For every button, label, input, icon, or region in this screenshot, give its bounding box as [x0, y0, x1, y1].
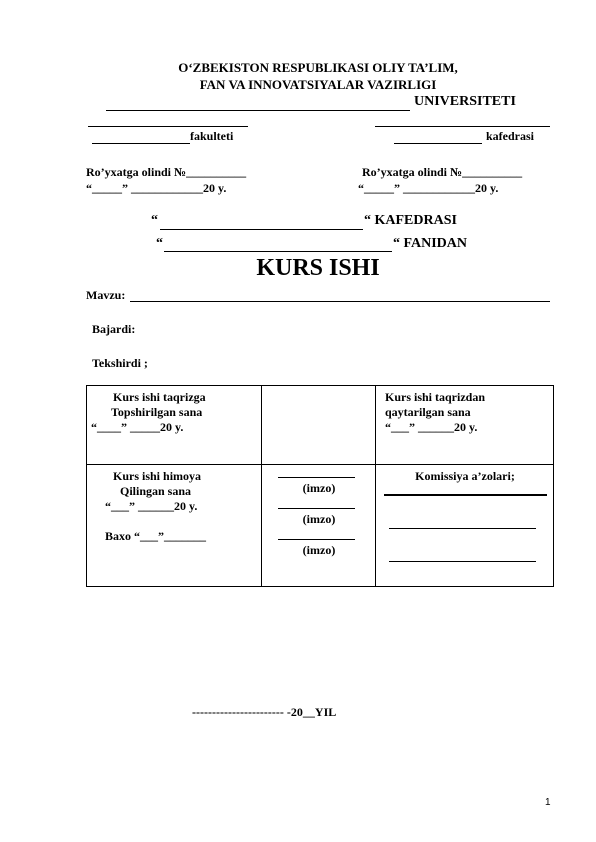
signature-caption-3: (imzo)	[302, 543, 336, 557]
returned-line-1: Kurs ishi taqrizdan	[385, 390, 486, 404]
signature-line-2	[278, 508, 355, 509]
submitted-line-1: Kurs ishi taqrizga	[113, 390, 206, 404]
defended-line-2: Qilingan sana	[120, 484, 192, 498]
signature-caption-1: (imzo)	[302, 481, 336, 495]
registration-right-date: “_____” ____________20 y.	[358, 181, 499, 195]
ministry-line-1: O‘ZBEKISTON RESPUBLIKASI OLIY TA’LIM,	[178, 60, 458, 75]
registration-left-label: Ro’yxatga olindi №__________	[86, 165, 247, 179]
returned-date: “___” ______20 y.	[385, 420, 478, 434]
department-label: kafedrasi	[486, 129, 534, 143]
grade-line: Baxo “___”_______	[105, 529, 207, 543]
registration-left-date: “_____” ____________20 y.	[86, 181, 227, 195]
ministry-line-2: FAN VA INNOVATSIYALAR VAZIRLIGI	[199, 77, 437, 92]
returned-from-review-cell	[376, 386, 554, 465]
department-name-blank	[394, 143, 482, 144]
page-title: KURS ISHI	[256, 255, 380, 281]
topic-blank	[130, 301, 550, 302]
page-number: 1	[545, 797, 551, 808]
submitted-for-review-cell	[87, 386, 262, 465]
commission-label: Komissiya a’zolari;	[415, 469, 515, 483]
returned-line-2: qaytarilgan sana	[385, 405, 471, 419]
spacer-line	[87, 514, 261, 529]
commission-member-line-1	[384, 494, 547, 496]
defended-line-1: Kurs ishi himoya	[113, 469, 202, 483]
commission-member-line-3	[389, 561, 536, 562]
defended-date: “___” ______20 y.	[105, 499, 198, 513]
department-blank-upper	[375, 126, 550, 127]
commission-member-line-2	[389, 528, 536, 529]
review-table	[86, 385, 554, 587]
department-suffix: “ KAFEDRASI	[364, 213, 457, 228]
subject-open-quote: “	[156, 236, 163, 251]
faculty-name-blank	[92, 143, 190, 144]
footer-year: ----------------------- -20__YIL	[192, 705, 337, 719]
faculty-blank-upper	[88, 126, 248, 127]
signature-line-3	[278, 539, 355, 540]
signature-line-1	[278, 477, 355, 478]
topic-label: Mavzu:	[86, 288, 126, 302]
university-name-blank	[106, 110, 410, 111]
submitted-line-2: Topshirilgan sana	[111, 405, 203, 419]
department-blank	[160, 229, 363, 230]
empty-cell	[262, 386, 376, 465]
checked-by-label: Tekshirdi ;	[92, 356, 148, 370]
registration-right-label: Ro’yxatga olindi №__________	[362, 165, 523, 179]
performed-by-label: Bajardi:	[92, 322, 136, 336]
submitted-date: “____” _____20 y.	[91, 420, 184, 434]
department-open-quote: “	[151, 213, 158, 228]
signature-caption-2: (imzo)	[302, 512, 336, 526]
faculty-label: fakulteti	[190, 129, 234, 143]
subject-blank	[164, 251, 392, 252]
subject-suffix: “ FANIDAN	[393, 236, 468, 251]
defended-cell	[87, 465, 262, 587]
signatures-cell	[262, 465, 376, 587]
commission-cell	[376, 465, 554, 587]
university-label: UNIVERSITETI	[414, 94, 516, 109]
